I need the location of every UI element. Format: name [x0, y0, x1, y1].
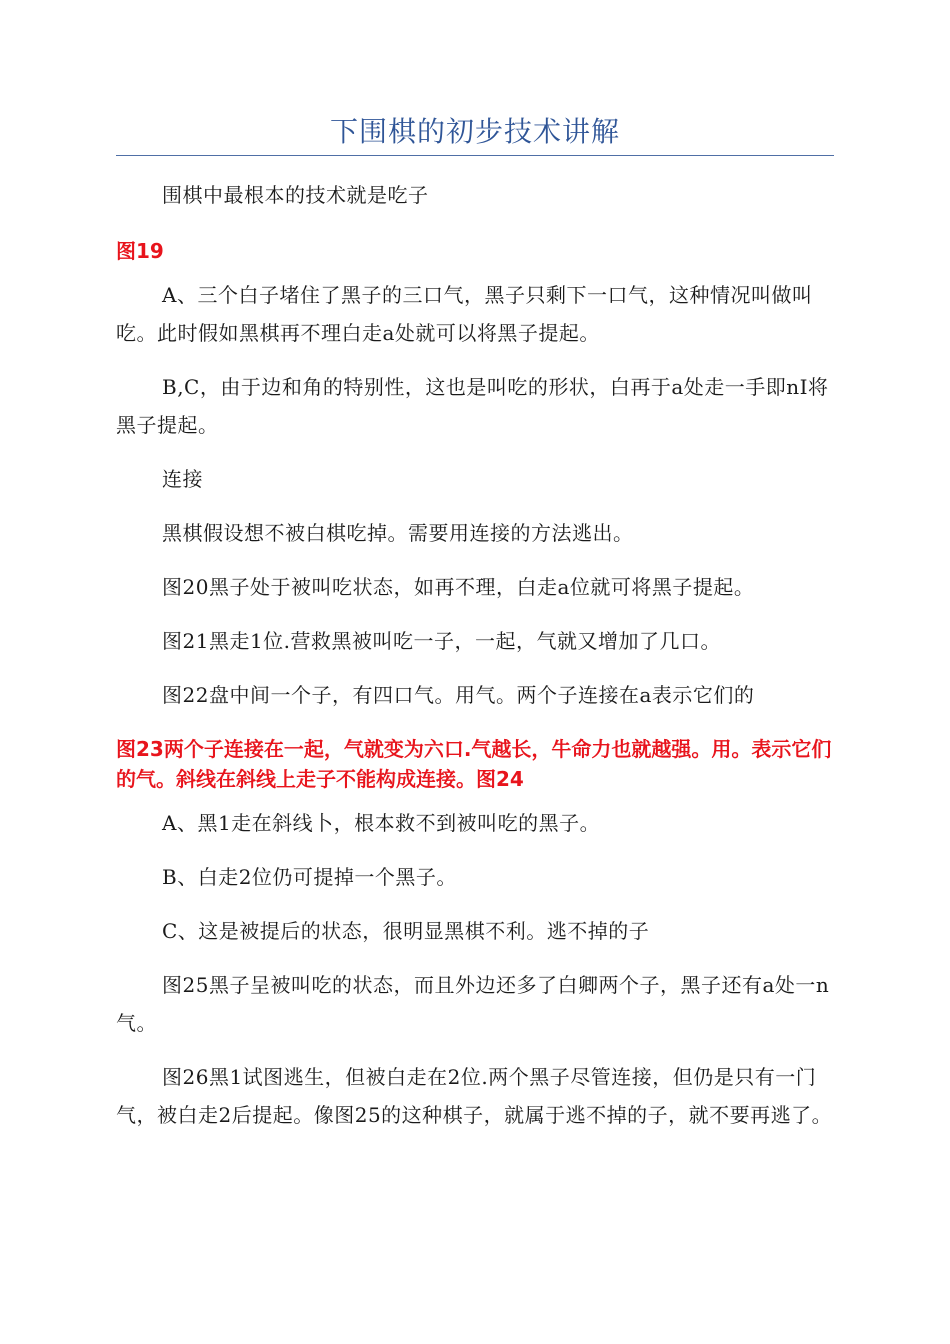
highlight-figure-23-24: 图23两个子连接在一起，气就变为六口.气越长，牛命力也就越强。用。表示它们的气。斜线在斜线上走子不能构成连接。图24: [116, 737, 832, 791]
title-underline: [116, 155, 834, 156]
figure-heading-19: 图19: [116, 239, 164, 263]
paragraph-diagonal-c: C、这是被提后的状态，很明显黑棋不利。逃不掉的子: [162, 919, 650, 943]
paragraph-connection-intro: 黑棋假设想不被白棋吃掉。需要用连接的方法逃出。: [162, 521, 634, 545]
paragraph-figure-21: 图21黑走1位.营救黑被叫吃一子，一起，气就又增加了几口。: [162, 629, 722, 653]
paragraph-diagonal-b: B、白走2位仍可提掉一个黑子。: [162, 865, 457, 889]
paragraph-figure-26: 图26黑1试图逃生，但被白走在2位.两个黑子尽管连接，但仍是只有一门气，被白走2后提起。像图25的这种棋子，就属于逃不掉的子，就不要再逃了。: [116, 1065, 833, 1127]
paragraph-figure-25: 图25黑子呈被叫吃的状态，而且外边还多了白卿两个子，黑子还有a处一n气。: [116, 973, 830, 1035]
paragraph-figure-20: 图20黑子处于被叫吃状态，如再不理，白走a位就可将黑子提起。: [162, 575, 755, 599]
section-heading-connection: 连接: [162, 467, 203, 491]
paragraph-intro: 围棋中最根本的技术就是吃子: [162, 183, 429, 207]
paragraph-figure-22: 图22盘中间一个子，有四口气。用气。两个子连接在a表示它们的: [162, 683, 755, 707]
paragraph-diagonal-a: A、黑1走在斜线卜，根本救不到被叫吃的黑子。: [162, 811, 601, 835]
paragraph-a-atari: A、三个白子堵住了黑子的三口气，黑子只剩下一口气，这种情况叫做叫吃。此时假如黑棋再不理白走a处就可以将黑子提起。: [116, 283, 813, 345]
paragraph-bc-edge-corner: B,C，由于边和角的特别性，这也是叫吃的形状，白再于a处走一手即nI将黑子提起。: [116, 375, 829, 437]
document-title: 下围棋的初步技术讲解: [329, 115, 620, 148]
